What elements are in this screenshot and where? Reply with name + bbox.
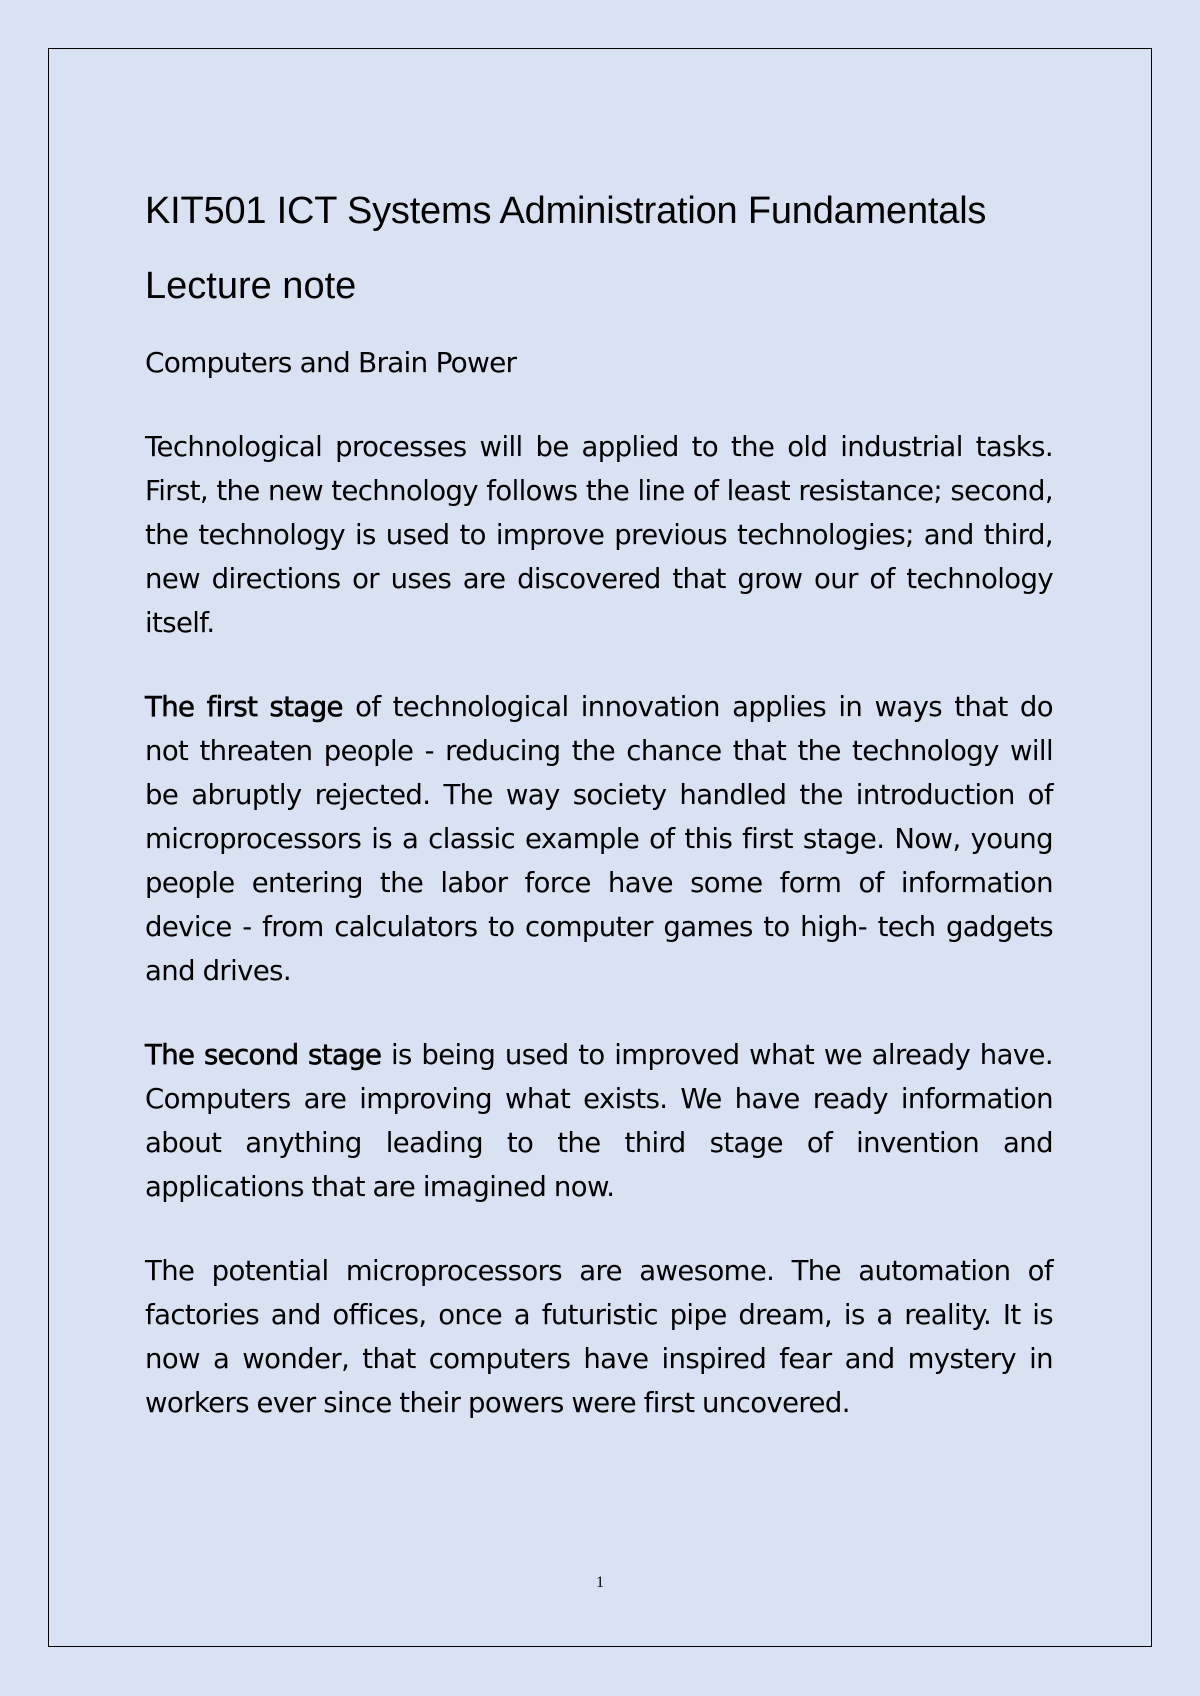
- page-number: 1: [596, 1574, 604, 1591]
- document-body: [145, 178, 1053, 1425]
- paragraph-text: is being used to improved what we already have. Computers are improving what exists. We have ready information about anything leading to the third stage of invention and applications that are imagined now.: [145, 1039, 1053, 1203]
- paragraph-text: of technological innovation applies in ways that do not threaten people - reducing the chance that the technology will be abruptly rejected. The way society handled the introduction of microprocessors is a classic example of this first stage. Now, young people entering the labor force have some form of information device - from calculators to computer games to high- tech gadgets and drives.: [145, 691, 1053, 987]
- paragraph-1: [145, 425, 1053, 645]
- paragraph-text: Technological processes will be applied to the old industrial tasks. First, the new technology follows the line of least resistance; second, the technology is used to improve previous technologies; and third, new directions or uses are discovered that grow our of technology itself.: [145, 431, 1053, 639]
- paragraph-lead: The first stage: [145, 691, 343, 723]
- document-title: KIT501 ICT Systems Administration Fundamentals: [145, 190, 987, 232]
- section-heading: Computers and Brain Power: [145, 346, 517, 379]
- document-subtitle: Lecture note: [145, 265, 357, 307]
- paragraph-4: [145, 1249, 1053, 1425]
- paragraph-lead: The second stage: [145, 1039, 382, 1071]
- paragraph-2: [145, 685, 1053, 993]
- paragraph-text: The potential microprocessors are awesome. The automation of factories and offices, once a futuristic pipe dream, is a reality. It is now a wonder, that computers have inspired fear and mystery in workers ever since their powers were first uncovered.: [145, 1255, 1053, 1419]
- paragraph-3: [145, 1033, 1053, 1209]
